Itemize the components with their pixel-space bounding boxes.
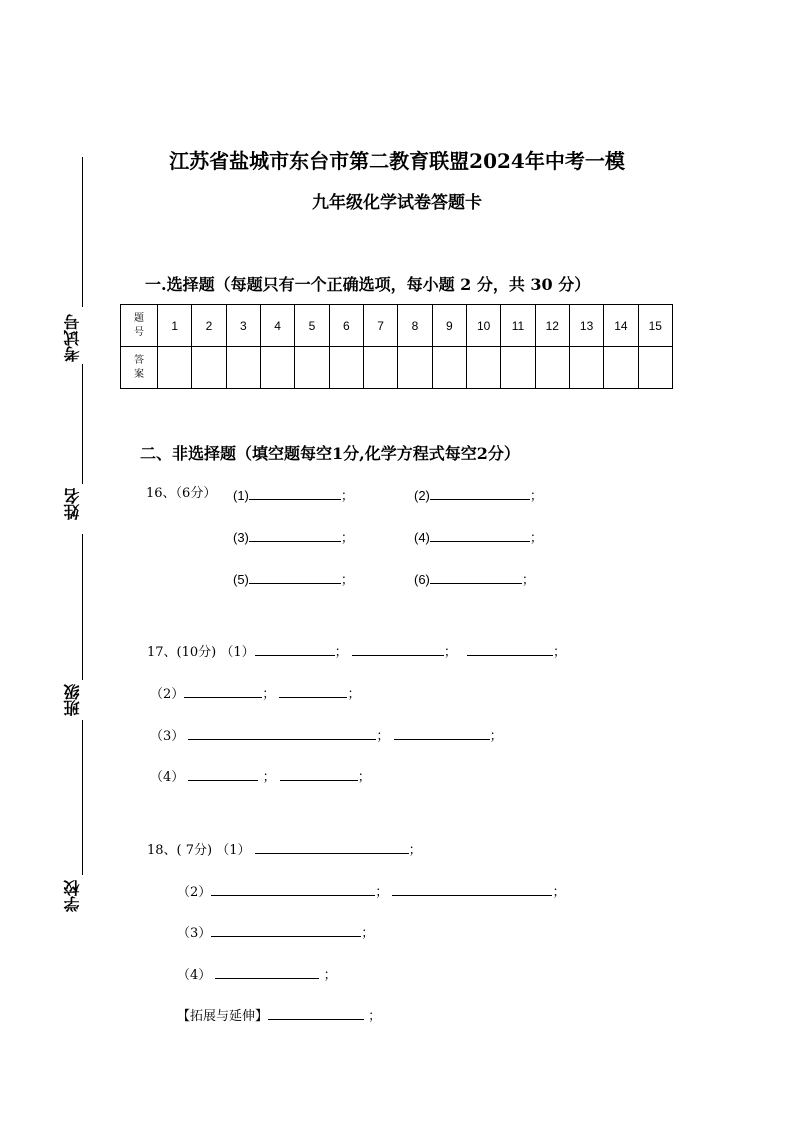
separator: ；	[340, 572, 354, 587]
q18-row4	[177, 965, 337, 984]
q16-part2	[414, 486, 543, 504]
question-number-cell: 14	[604, 305, 638, 347]
part-number: (5)	[233, 572, 249, 587]
q18-row1	[147, 840, 422, 859]
section2-title: 二、非选择题（填空题每空1分,化学方程式每空2分）	[140, 444, 520, 463]
question-number-cell: 7	[363, 305, 397, 347]
page-subtitle: 九年级化学试卷答题卡	[312, 193, 482, 213]
row-label-answer: 答案	[121, 347, 158, 389]
question-number-cell: 4	[260, 305, 294, 347]
separator: ；	[347, 687, 361, 702]
separator: ；	[340, 488, 354, 503]
answer-blank[interactable]	[211, 923, 361, 937]
part-number: (6)	[414, 572, 430, 587]
separator: ；	[340, 530, 354, 545]
answer-cell[interactable]	[466, 347, 500, 389]
separator: ；	[262, 687, 276, 702]
separator: ；	[376, 729, 390, 744]
part-number: （1）	[220, 645, 255, 660]
q16-part1	[233, 486, 354, 504]
extension-label: 【拓展与延伸】	[177, 1009, 269, 1024]
q17-row2	[150, 684, 360, 703]
answer-blank[interactable]	[211, 882, 375, 896]
part-number: (3)	[233, 530, 249, 545]
question-number-cell: 3	[226, 305, 260, 347]
binding-line-1	[82, 157, 83, 307]
answer-cell[interactable]	[501, 347, 535, 389]
separator: ；	[489, 729, 503, 744]
question-number-cell: 13	[569, 305, 603, 347]
answer-blank[interactable]	[215, 965, 319, 979]
separator: ；	[408, 843, 422, 858]
answer-cell[interactable]	[604, 347, 638, 389]
part-number: (1)	[233, 488, 249, 503]
row-label-number: 题号	[121, 305, 158, 347]
answer-cell[interactable]	[192, 347, 226, 389]
answer-grid	[120, 304, 673, 389]
separator: ；	[375, 885, 389, 900]
question-number-cell: 6	[329, 305, 363, 347]
q18-row3	[177, 923, 374, 942]
answer-blank[interactable]	[352, 642, 444, 656]
separator: ；	[323, 968, 337, 983]
question-number-row	[121, 305, 673, 347]
q18-label: 18、( 7分)	[147, 843, 213, 858]
answer-blank[interactable]	[249, 570, 341, 584]
part-number: （1）	[216, 843, 251, 858]
q18-row2	[177, 882, 565, 901]
q17-label: 17、(10分)	[147, 645, 217, 660]
question-number-cell: 9	[432, 305, 466, 347]
question-number-cell: 10	[466, 305, 500, 347]
part-number: (4)	[414, 530, 430, 545]
answer-blank[interactable]	[279, 684, 347, 698]
part-number: （4）	[177, 968, 212, 983]
question-number-cell: 11	[501, 305, 535, 347]
separator: ；	[552, 645, 566, 660]
q16-label: 16、（6分）	[146, 486, 217, 501]
separator: ；	[262, 770, 276, 785]
answer-cell[interactable]	[638, 347, 672, 389]
separator: ；	[334, 645, 348, 660]
part-number: (2)	[414, 488, 430, 503]
separator: ；	[529, 488, 543, 503]
answer-blank[interactable]	[394, 726, 490, 740]
class-label: 班级	[63, 684, 82, 716]
answer-cell[interactable]	[260, 347, 294, 389]
answer-blank[interactable]	[255, 840, 409, 854]
q17-row3	[150, 726, 503, 745]
part-number: （2）	[177, 885, 212, 900]
answer-blank[interactable]	[268, 1006, 364, 1020]
answer-cell[interactable]	[363, 347, 397, 389]
separator: ；	[521, 572, 535, 587]
answer-cell[interactable]	[226, 347, 260, 389]
answer-blank[interactable]	[280, 767, 358, 781]
question-number-cell: 1	[158, 305, 192, 347]
binding-line-4	[82, 720, 83, 875]
answer-cell[interactable]	[158, 347, 192, 389]
school-label: 学校	[63, 880, 82, 912]
question-number-cell: 8	[398, 305, 432, 347]
q17-row1	[147, 642, 566, 661]
separator: ；	[443, 645, 457, 660]
part-number: （3）	[150, 729, 185, 744]
separator: ；	[368, 1009, 382, 1024]
separator: ；	[361, 926, 375, 941]
question-number-cell: 5	[295, 305, 329, 347]
answer-blank[interactable]	[249, 486, 341, 500]
question-number-cell: 15	[638, 305, 672, 347]
answer-cell[interactable]	[329, 347, 363, 389]
answer-row	[121, 347, 673, 389]
answer-blank[interactable]	[430, 486, 530, 500]
name-label: 姓名	[63, 488, 82, 520]
answer-blank[interactable]	[430, 570, 522, 584]
part-number: （2）	[150, 687, 185, 702]
separator: ；	[357, 770, 371, 785]
answer-cell[interactable]	[398, 347, 432, 389]
answer-blank[interactable]	[188, 767, 258, 781]
answer-blank[interactable]	[249, 528, 341, 542]
q16-part6	[414, 570, 535, 588]
answer-cell[interactable]	[569, 347, 603, 389]
q16-part3	[233, 528, 354, 546]
q16-row1	[146, 486, 216, 502]
answer-cell[interactable]	[432, 347, 466, 389]
exam-number-label: 考试号	[63, 314, 82, 362]
answer-cell[interactable]	[295, 347, 329, 389]
question-number-cell: 12	[535, 305, 569, 347]
answer-blank[interactable]	[255, 642, 335, 656]
q16-part5	[233, 570, 354, 588]
part-number: （3）	[177, 926, 212, 941]
part-number: （4）	[150, 770, 185, 785]
q16-part4	[414, 528, 543, 546]
answer-blank[interactable]	[430, 528, 530, 542]
separator: ；	[552, 885, 566, 900]
page-title: 江苏省盐城市东台市第二教育联盟2024年中考一模	[169, 149, 625, 173]
q18-extension	[177, 1006, 381, 1025]
answer-cell[interactable]	[535, 347, 569, 389]
answer-blank[interactable]	[184, 684, 262, 698]
answer-blank[interactable]	[467, 642, 553, 656]
separator: ；	[529, 530, 543, 545]
answer-blank[interactable]	[392, 882, 552, 896]
section1-title: 一.选择题（每题只有一个正确选项，每小题 2 分，共 30 分）	[145, 275, 591, 294]
answer-blank[interactable]	[188, 726, 376, 740]
q17-row4	[150, 767, 371, 786]
question-number-cell: 2	[192, 305, 226, 347]
binding-line-2	[82, 364, 83, 484]
binding-line-3	[82, 534, 83, 680]
